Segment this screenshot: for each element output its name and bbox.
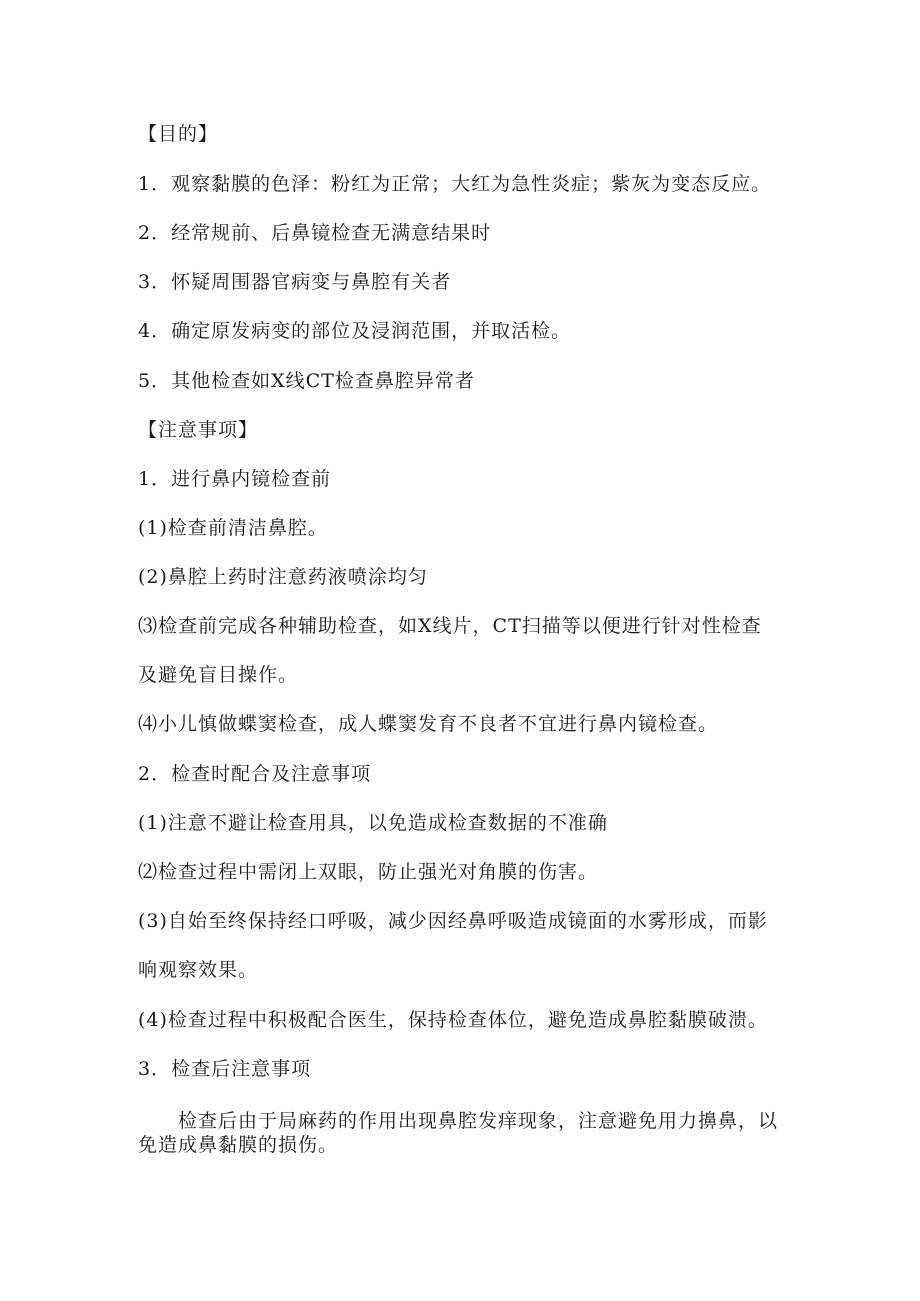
after-paragraph: 检查后由于局麻药的作用出现鼻腔发痒现象，注意避免用力擤鼻，以免造成鼻黏膜的损伤。 [138,1110,779,1156]
during-item-1: (1)注意不避让检查用具，以免造成检查数据的不准确 [138,812,608,834]
purpose-heading: 【目的】 [138,123,219,145]
purpose-item-1: 1．观察黏膜的色泽：粉红为正常；大红为急性炎症；紫灰为变态反应。 [138,173,772,195]
purpose-item-5: 5．其他检查如X线CT检查鼻腔异常者 [138,370,475,392]
notes-heading: 【注意事项】 [138,419,259,441]
before-item-3-cont: 及避免盲目操作。 [138,664,299,686]
before-item-2: (2)鼻腔上药时注意药液喷涂均匀 [138,566,428,588]
before-item-1: (1)检查前清洁鼻腔。 [138,517,328,539]
purpose-item-3: 3．怀疑周围器官病变与鼻腔有关者 [138,271,452,293]
during-item-3: (3)自始至终保持经口呼吸，减少因经鼻呼吸造成镜面的水雾形成，而影 [138,910,768,932]
during-item-2: ⑵检查过程中需闭上双眼，防止强光对角膜的伤害。 [138,861,599,883]
after-heading: 3．检查后注意事项 [138,1058,312,1080]
before-heading: 1．进行鼻内镜检查前 [138,468,332,490]
before-item-4: ⑷小儿慎做蝶窦检查，成人蝶窦发育不良者不宜进行鼻内镜检查。 [138,713,719,735]
during-item-3-cont: 响观察效果。 [138,959,259,981]
purpose-item-4: 4．确定原发病变的部位及浸润范围，并取活检。 [138,320,572,342]
purpose-item-2: 2．经常规前、后鼻镜检查无满意结果时 [138,222,492,244]
before-item-3: ⑶检查前完成各种辅助检查，如X线片，CT扫描等以便进行针对性检查 [138,615,762,637]
during-heading: 2．检查时配合及注意事项 [138,763,372,785]
during-item-4: (4)检查过程中积极配合医生，保持检查体位，避免造成鼻腔黏膜破溃。 [138,1009,768,1031]
